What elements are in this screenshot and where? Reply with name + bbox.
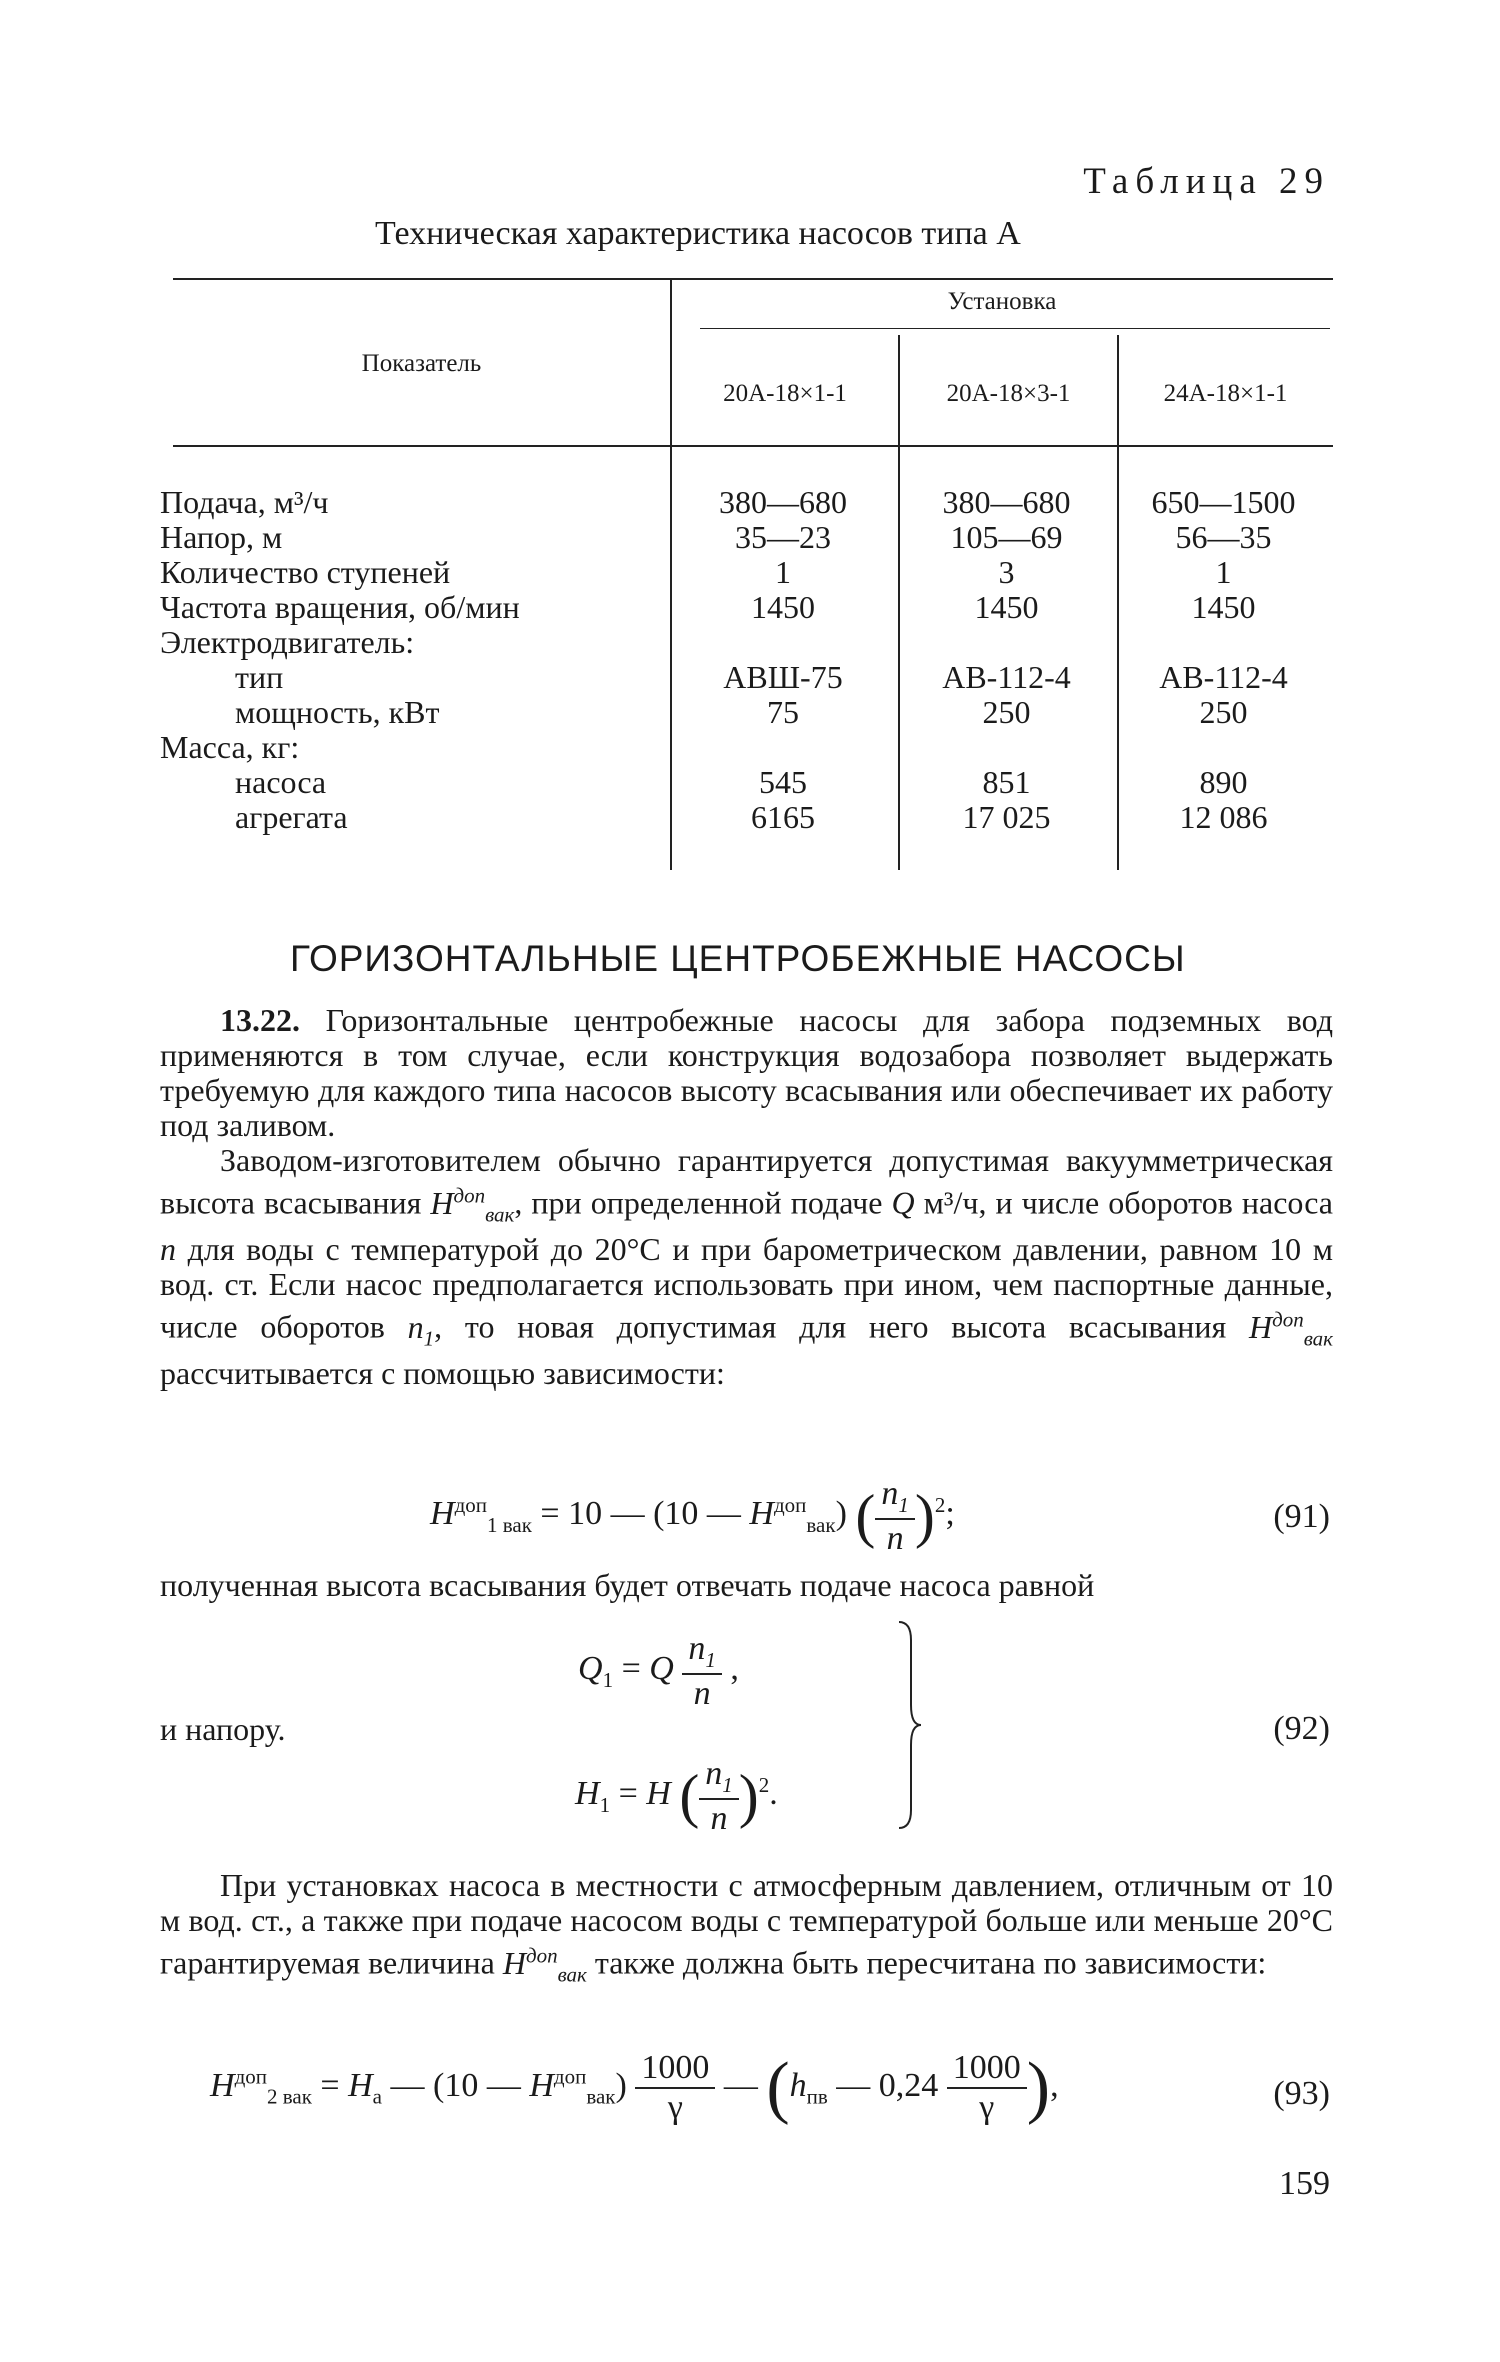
paragraph-1-text: Горизонтальные центробежные насосы для забора подземных вод применяются в том случае, если конструкция водозабора позволяет выдержать требуемую для каждого типа насосов высоту всасывания или обеспечивает их работу под заливом.: [160, 1002, 1334, 1143]
header-bottom-rule: [173, 445, 1333, 447]
row-value-2: 3: [998, 554, 1015, 590]
h-vac-symbol: $H^{доп}_{вак}$: [430, 1183, 515, 1227]
table-row: [160, 520, 1335, 555]
row-value-2: 1450: [974, 589, 1039, 625]
equation-91: $H^{доп}_{1 вак} = 10$ — (10 — $H^{доп}_{вак}$) ( $\frac{n_1}{n}$ )$^2$;: [430, 1475, 955, 1557]
table-row: [160, 625, 1335, 660]
paragraph-2-part-e: , то новая допустимая для него высота всасывания: [434, 1308, 1227, 1345]
row-label: агрегата: [235, 799, 348, 835]
row-label: Количество ступеней: [160, 554, 451, 590]
paragraph-2-part-a: Заводом-изготовителем обычно гарантируется допустимая вакуумметрическая высота всасывания: [160, 1142, 1333, 1221]
row-label: Электродвигатель:: [160, 624, 415, 660]
header-model-1: 20А-18×1-1: [723, 380, 847, 407]
paragraph-2-part-b: , при определенной подаче: [514, 1184, 883, 1221]
paragraph-4: [160, 1868, 1333, 1992]
table-row: [160, 590, 1335, 625]
row-value-2: 17 025: [962, 799, 1051, 835]
row-label: тип: [235, 659, 284, 695]
table-row: [160, 695, 1335, 730]
row-value-3: 12 086: [1179, 799, 1268, 835]
row-value-3: 1: [1215, 554, 1232, 590]
installation-rule: [700, 328, 1330, 329]
row-value-3: АВ-112-4: [1159, 659, 1288, 695]
row-value-2: 851: [982, 764, 1031, 800]
table-row: [160, 660, 1335, 695]
equation-93-number: (93): [1273, 2075, 1330, 2112]
table-caption-number: Таблица 29: [1083, 161, 1330, 202]
q-symbol: Q: [891, 1184, 915, 1221]
row-value-1: 1450: [751, 589, 815, 625]
table-row: [160, 485, 1335, 520]
system-brace: [895, 1620, 925, 1830]
table-row: [160, 800, 1335, 835]
section-heading: ГОРИЗОНТАЛЬНЫЕ ЦЕНТРОБЕЖНЫЕ НАСОСЫ: [290, 938, 1186, 979]
row-value-2: АВ-112-4: [942, 659, 1071, 695]
row-value-2: 250: [982, 694, 1031, 730]
header-installation: Установка: [947, 288, 1057, 315]
header-model-2: 20А-18×3-1: [946, 380, 1071, 407]
row-label: насоса: [235, 764, 327, 800]
row-value-1: 75: [767, 694, 799, 730]
h-vac-symbol-2: $H^{доп}_{вак}$: [1248, 1307, 1333, 1351]
paragraph-2: [160, 1143, 1333, 1391]
equation-92-number: (92): [1273, 1710, 1330, 1747]
row-label: Частота вращения, об/мин: [160, 589, 520, 625]
row-value-3: 650—1500: [1151, 484, 1296, 520]
paragraph-2-part-f: рассчитывается с помощью зависимости:: [160, 1355, 725, 1392]
paragraph-3: полученная высота всасывания будет отвечать подаче насоса равной: [160, 1567, 1095, 1603]
paragraph-13-22: [160, 1003, 1333, 1143]
row-value-3: 250: [1199, 694, 1248, 730]
h-vac-symbol-3: $H^{доп}_{вак}$: [502, 1943, 587, 1987]
table-row: [160, 555, 1335, 590]
row-label: Масса, кг:: [160, 729, 300, 765]
row-value-1: 380—680: [719, 484, 847, 520]
row-value-2: 380—680: [942, 484, 1071, 520]
table-top-rule: [173, 278, 1333, 280]
row-label: Напор, м: [160, 519, 283, 555]
table-body: [160, 485, 1335, 835]
row-value-3: 1450: [1191, 589, 1256, 625]
table-row: [160, 730, 1335, 765]
paragraph-2-part-c: м³/ч, и числе оборотов насоса: [923, 1184, 1333, 1221]
row-value-2: 105—69: [950, 519, 1063, 555]
row-label: мощность, кВт: [235, 694, 440, 730]
paragraph-number: 13.22.: [220, 1002, 300, 1038]
paragraph-4-part-a: При установках насоса в местности с атмосферным давлением, отличным от 10 м вод. ст., а также при подаче насосом воды с температурой больше или меньше 20°C гарантируемая величина: [160, 1867, 1333, 1981]
table-row: [160, 765, 1335, 800]
equation-91-number: (91): [1273, 1498, 1330, 1535]
row-value-1: 1: [775, 554, 791, 590]
n-symbol: n: [160, 1231, 176, 1268]
paragraph-2-part-d: для воды с температурой до 20°C и при барометрическом давлении, равном 10 м вод. ст. Если насос предполагается использовать при ином, чем паспортные данные, числе оборотов: [160, 1231, 1333, 1345]
row-value-3: 56—35: [1175, 519, 1272, 555]
row-value-1: 35—23: [735, 519, 831, 555]
row-value-1: 6165: [751, 799, 815, 835]
table-caption-title: Техническая характеристика насосов типа А: [375, 215, 1021, 252]
equation-92-h: $H_1 = H$ ( $\frac{n_1}{n}$ )$^2$.: [575, 1755, 778, 1837]
paragraph-3-b: и напору.: [160, 1711, 286, 1747]
equation-92-q: $Q_1 = Q$ $\frac{n_1}{n}$ ,: [578, 1630, 739, 1712]
paragraph-4-part-b: также должна быть пересчитана по зависимости:: [594, 1944, 1267, 1981]
row-value-3: 890: [1199, 764, 1248, 800]
header-indicator: Показатель: [361, 350, 482, 377]
row-label: Подача, м³/ч: [160, 484, 329, 520]
row-value-1: АВШ-75: [723, 659, 843, 695]
equation-93: $H^{доп}_{2 вак} = H_а$ — (10 — $H^{доп}_{вак}$) $\frac{1000}{\gamma}$ — ($h_{пв}$ — 0,24 $\frac{1000}{\gamma}$ ),: [210, 2049, 1059, 2126]
header-model-3: 24А-18×1-1: [1163, 380, 1288, 407]
n1-symbol: $n_1$: [407, 1308, 435, 1351]
row-value-1: 545: [759, 764, 807, 800]
page-number: 159: [1279, 2165, 1330, 2202]
